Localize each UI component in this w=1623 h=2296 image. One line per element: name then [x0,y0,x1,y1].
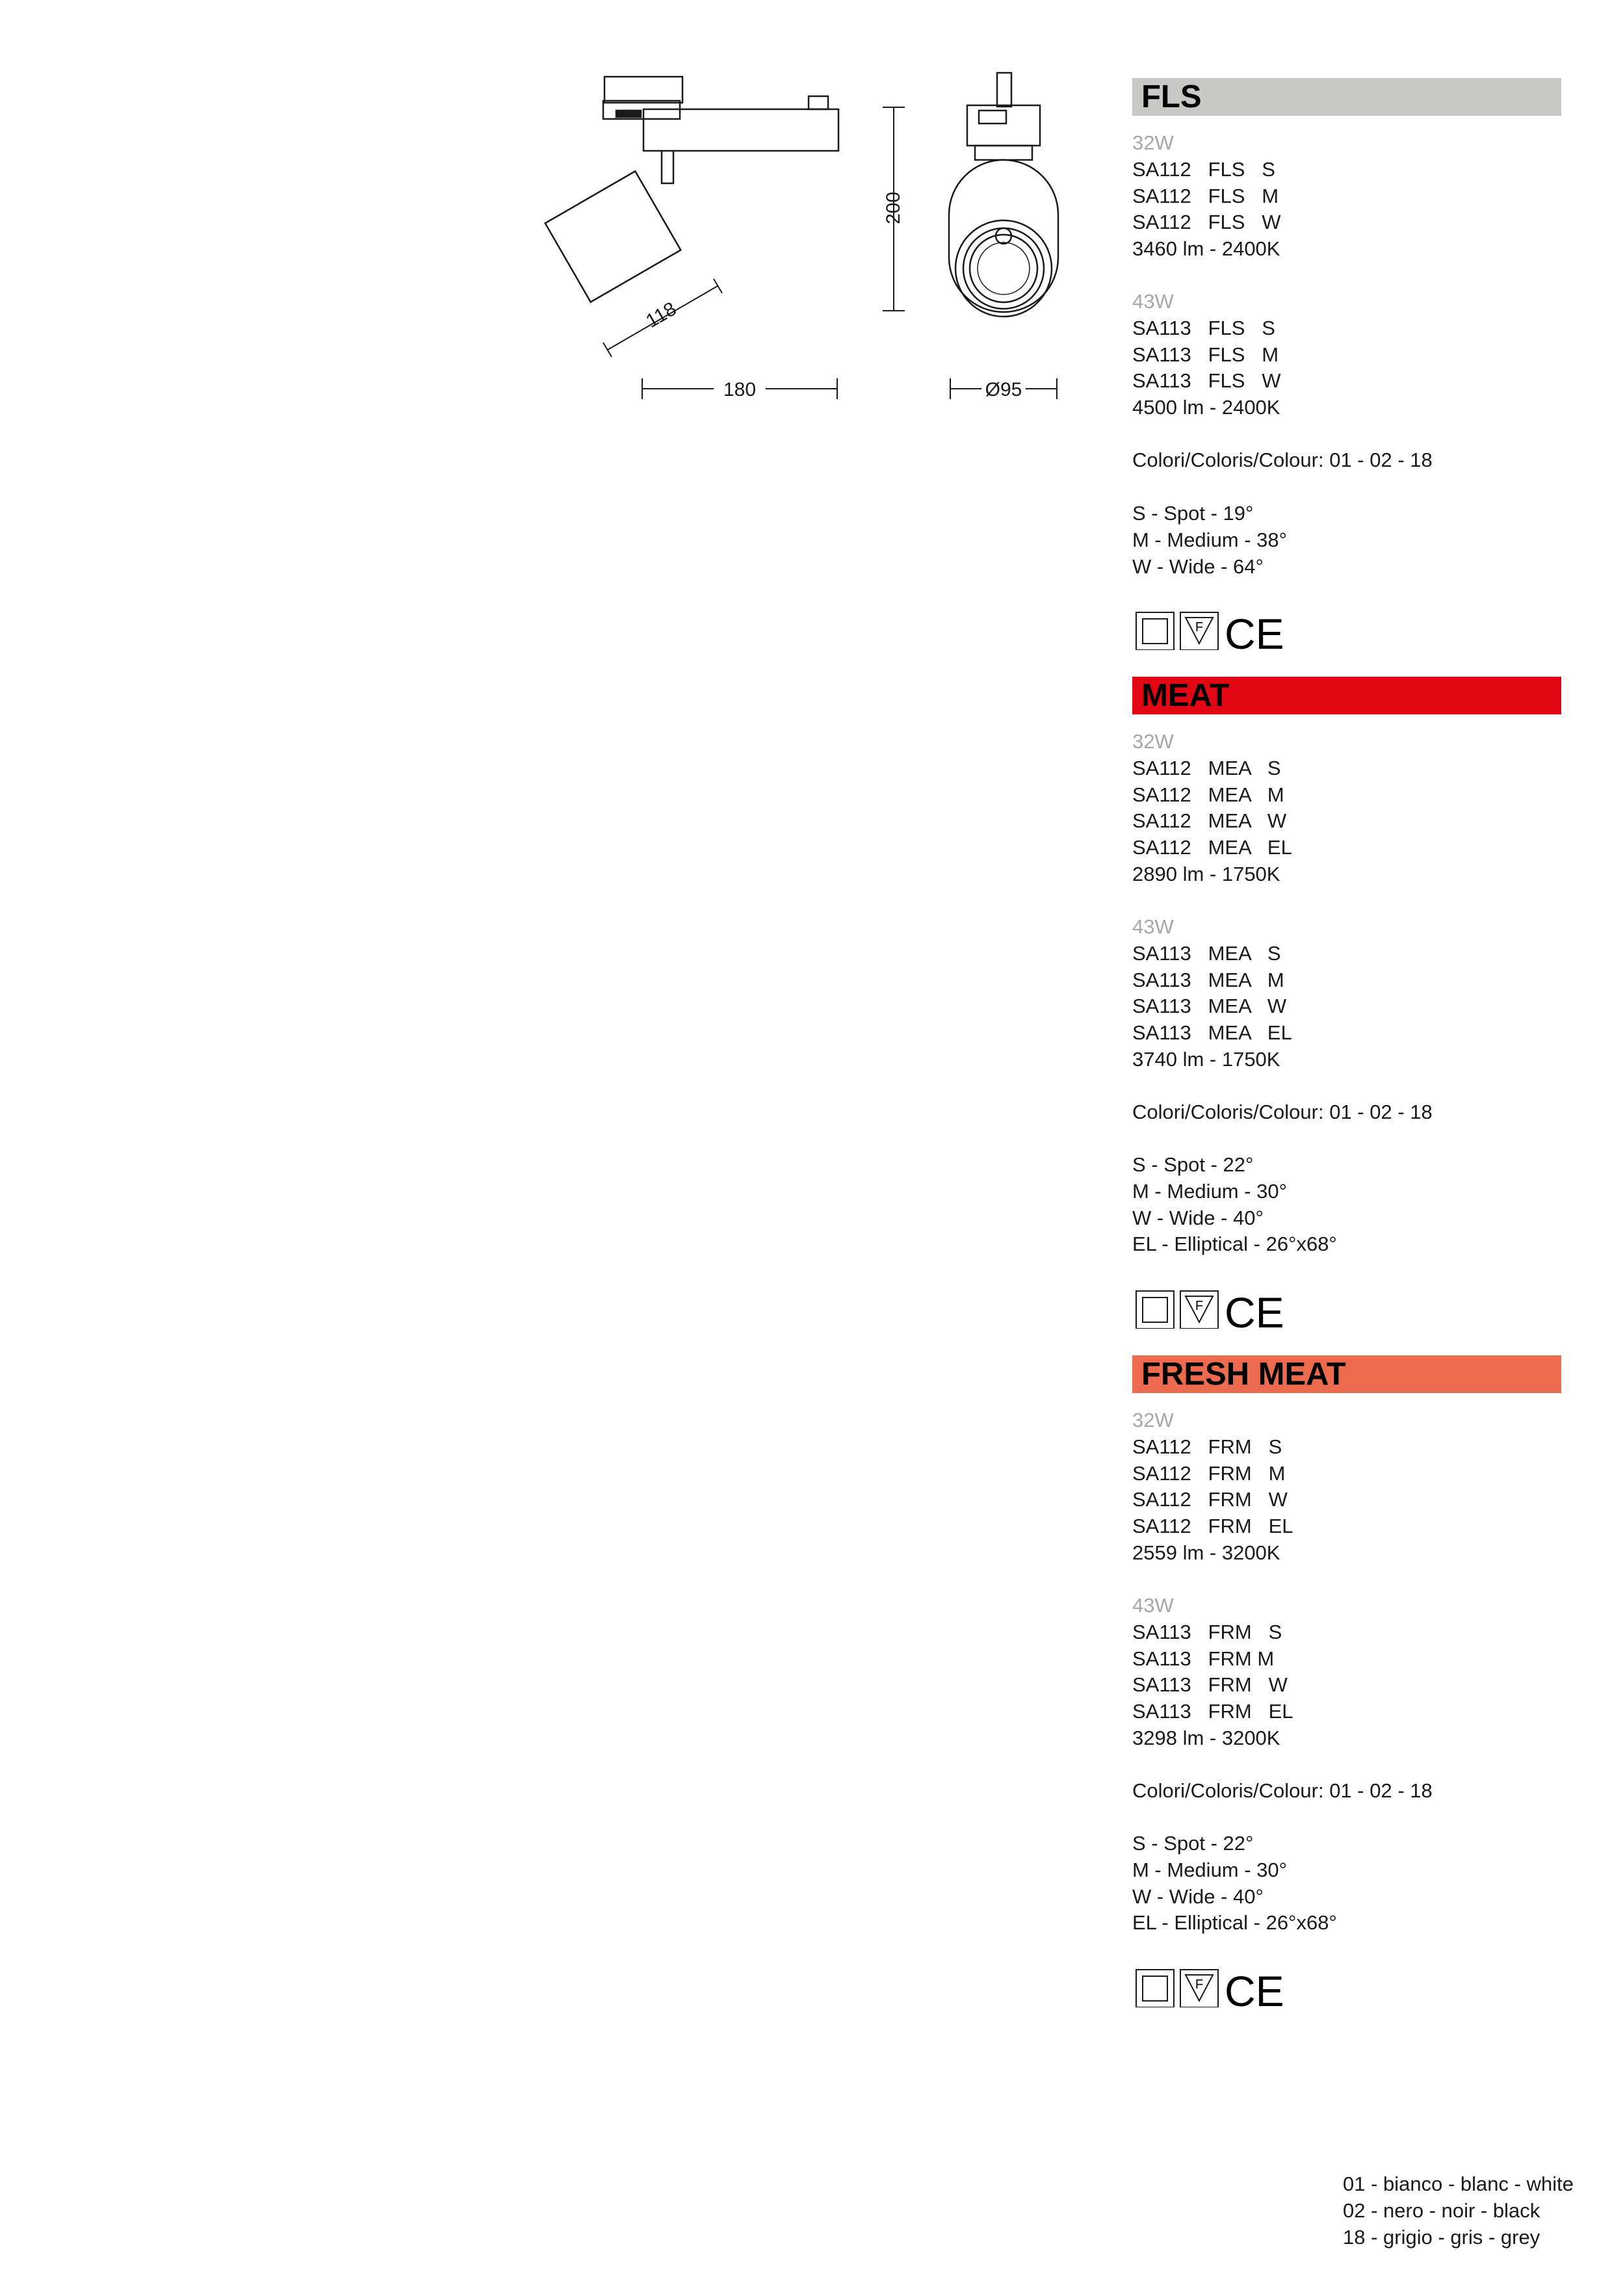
svg-text:F: F [1195,620,1204,634]
product-code: SA113 MEA EL [1132,1021,1292,1045]
beam-spec: EL - Elliptical - 26°x68° [1132,1911,1337,1935]
product-code: SA112 FLS W [1132,211,1281,234]
meat-32w-block [1132,729,1292,888]
diameter-dimension-label: Ø95 [985,379,1022,400]
beam-spec: W - Wide - 64° [1132,554,1264,578]
lumen-spec: 3460 lm - 2400K [1132,237,1280,261]
certification-icons [1135,610,1291,650]
product-code: SA113 FRM W [1132,1673,1288,1697]
driver-box [643,109,838,151]
lumen-spec: 2890 lm - 1750K [1132,862,1280,885]
colour-spec: Colori/Coloris/Colour: 01 - 02 - 18 [1132,449,1433,471]
watt-label: 43W [1132,290,1174,313]
svg-text:F: F [1195,1299,1204,1313]
product-code: SA113 FRM M [1132,1647,1275,1670]
meat-colours [1132,1099,1433,1126]
fls-43w-block [1132,289,1281,421]
watt-label: 32W [1132,1409,1174,1431]
height-dimension-label: 200 [883,191,904,225]
product-code: SA112 MEA EL [1132,836,1292,859]
class-ii-icon [1136,1291,1174,1329]
svg-text:F: F [1195,1977,1204,1992]
lumen-spec: 2559 lm - 3200K [1132,1541,1280,1564]
fresh-meat-beams [1132,1831,1337,1937]
certification-icons [1135,1288,1291,1329]
product-code: SA112 MEA M [1132,783,1284,806]
technical-drawing [0,0,1105,455]
watt-label: 43W [1132,915,1174,938]
class-ii-icon [1136,1970,1174,2007]
beam-spec: S - Spot - 22° [1132,1153,1254,1176]
product-code: SA112 FRM W [1132,1488,1288,1511]
product-code: SA112 FRM M [1132,1461,1286,1485]
angle-dimension-label: 118 [642,298,681,333]
ce-mark-icon: CE [1225,610,1284,650]
product-code: SA112 FRM EL [1132,1515,1293,1538]
product-code: SA112 FLS M [1132,184,1279,207]
ce-mark-icon: CE [1225,1967,1284,2007]
product-code: SA113 FLS W [1132,369,1281,393]
product-code: SA112 FRM S [1132,1435,1282,1458]
beam-spec: EL - Elliptical - 26°x68° [1132,1233,1337,1256]
product-code: SA113 FLS M [1132,343,1279,366]
product-code: SA112 FLS S [1132,157,1275,181]
beam-spec: M - Medium - 38° [1132,528,1288,551]
beam-spec: W - Wide - 40° [1132,1206,1264,1229]
lumen-spec: 3298 lm - 3200K [1132,1726,1280,1749]
fresh-meat-32w-block [1132,1407,1293,1567]
adapter-top [604,77,682,103]
product-code: SA112 MEA S [1132,756,1281,779]
tilted-head [545,171,681,302]
fresh-meat-colours [1132,1778,1433,1805]
beam-spec: W - Wide - 40° [1132,1885,1264,1908]
meat-beams [1132,1152,1337,1258]
beam-spec: M - Medium - 30° [1132,1179,1288,1203]
front-body [949,160,1058,312]
product-code: SA112 MEA W [1132,809,1287,833]
product-code: SA113 FLS S [1132,316,1275,339]
product-code: SA113 MEA M [1132,968,1284,991]
product-code: SA113 FRM EL [1132,1700,1293,1723]
product-code: SA113 MEA W [1132,995,1287,1018]
colour-spec: Colori/Coloris/Colour: 01 - 02 - 18 [1132,1101,1433,1123]
fls-32w-block [1132,130,1281,263]
class-ii-icon [1136,612,1174,650]
colour-spec: Colori/Coloris/Colour: 01 - 02 - 18 [1132,1779,1433,1802]
fls-colours [1132,447,1433,474]
meat-43w-block [1132,914,1292,1073]
length-dimension-label: 180 [723,379,757,400]
section-title-meat: MEAT [1132,677,1561,714]
lumen-spec: 3740 lm - 1750K [1132,1047,1280,1071]
product-code: SA113 FRM S [1132,1620,1282,1643]
colour-legend [1343,2171,1574,2250]
legend-item: 01 - bianco - blanc - white [1343,2172,1574,2195]
lumen-spec: 4500 lm - 2400K [1132,396,1280,419]
product-code: SA113 MEA S [1132,941,1281,965]
watt-label: 32W [1132,131,1174,154]
legend-item: 02 - nero - noir - black [1343,2198,1540,2222]
beam-spec: S - Spot - 19° [1132,502,1254,525]
fresh-meat-43w-block [1132,1593,1293,1752]
beam-spec: S - Spot - 22° [1132,1832,1254,1855]
section-title-fresh-meat: FRESH MEAT [1132,1355,1561,1393]
certification-icons [1135,1967,1291,2007]
beam-spec: M - Medium - 30° [1132,1858,1288,1881]
watt-label: 32W [1132,730,1174,753]
fls-beams [1132,501,1287,580]
legend-item: 18 - grigio - gris - grey [1343,2225,1540,2249]
ce-mark-icon: CE [1225,1288,1284,1329]
section-title-fls: FLS [1132,78,1561,116]
watt-label: 43W [1132,1594,1174,1617]
